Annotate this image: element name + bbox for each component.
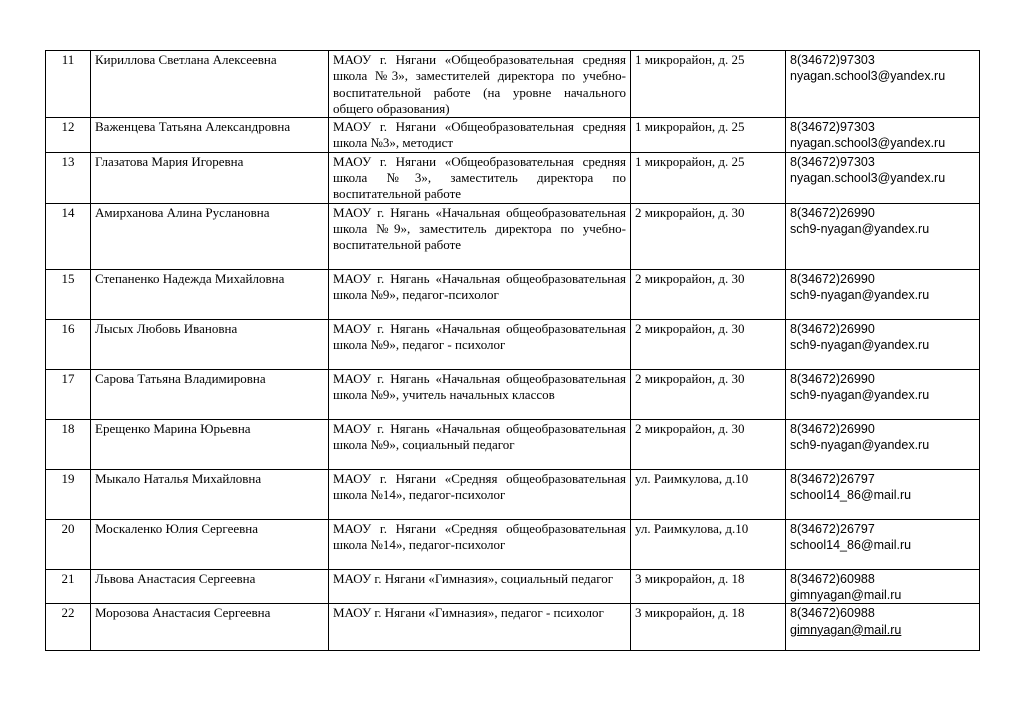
table-row xyxy=(46,419,980,469)
address: 2 микрорайон, д. 30 xyxy=(631,319,786,369)
email[interactable]: school14_86@mail.ru xyxy=(790,487,912,502)
email[interactable]: sch9-nyagan@yandex.ru xyxy=(790,221,930,236)
row-number: 16 xyxy=(46,319,91,369)
table-row xyxy=(46,319,980,369)
row-number: 18 xyxy=(46,419,91,469)
contacts-table xyxy=(45,50,980,651)
phone: 8(34672)26797 xyxy=(790,521,875,536)
contacts xyxy=(786,604,980,651)
contacts xyxy=(786,369,980,419)
phone: 8(34672)26990 xyxy=(790,271,875,286)
table-row xyxy=(46,569,980,604)
table-row xyxy=(46,604,980,651)
table-row xyxy=(46,519,980,569)
contacts xyxy=(786,569,980,604)
address: 3 микрорайон, д. 18 xyxy=(631,604,786,651)
person-name: Мыкало Наталья Михайловна xyxy=(91,469,329,519)
phone: 8(34672)26990 xyxy=(790,421,875,436)
person-name: Лысых Любовь Ивановна xyxy=(91,319,329,369)
row-number: 15 xyxy=(46,269,91,319)
contacts xyxy=(786,269,980,319)
organization-position: МАОУ г. Нягани «Общеобразовательная средняя школа №3», методист xyxy=(329,118,631,153)
person-name: Морозова Анастасия Сергеевна xyxy=(91,604,329,651)
phone: 8(34672)60988 xyxy=(790,571,875,586)
email[interactable]: gimnyagan@mail.ru xyxy=(790,587,902,602)
table-row xyxy=(46,269,980,319)
address: ул. Раимкулова, д.10 xyxy=(631,519,786,569)
person-name: Кириллова Светлана Алексеевна xyxy=(91,51,329,118)
organization-position: МАОУ г. Нягани «Гимназия», социальный педагог xyxy=(329,569,631,604)
address: 2 микрорайон, д. 30 xyxy=(631,269,786,319)
contacts xyxy=(786,118,980,153)
contacts xyxy=(786,419,980,469)
phone: 8(34672)26797 xyxy=(790,471,875,486)
organization-position: МАОУ г. Нягань «Начальная общеобразовательная школа №9», учитель начальных классов xyxy=(329,369,631,419)
contacts xyxy=(786,203,980,269)
contacts xyxy=(786,519,980,569)
person-name: Важенцева Татьяна Александровна xyxy=(91,118,329,153)
organization-position: МАОУ г. Нягань «Начальная общеобразовательная школа №9», социальный педагог xyxy=(329,419,631,469)
organization-position: МАОУ г. Нягани «Средняя общеобразовательная школа №14», педагог-психолог xyxy=(329,469,631,519)
person-name: Сарова Татьяна Владимировна xyxy=(91,369,329,419)
person-name: Глазатова Мария Игоревна xyxy=(91,152,329,203)
row-number: 12 xyxy=(46,118,91,153)
table-row xyxy=(46,118,980,153)
contacts xyxy=(786,469,980,519)
email[interactable]: sch9-nyagan@yandex.ru xyxy=(790,437,930,452)
table-row xyxy=(46,469,980,519)
table-row xyxy=(46,51,980,118)
phone: 8(34672)97303 xyxy=(790,154,875,169)
row-number: 21 xyxy=(46,569,91,604)
row-number: 19 xyxy=(46,469,91,519)
person-name: Львова Анастасия Сергеевна xyxy=(91,569,329,604)
address: 1 микрорайон, д. 25 xyxy=(631,51,786,118)
person-name: Москаленко Юлия Сергеевна xyxy=(91,519,329,569)
address: ул. Раимкулова, д.10 xyxy=(631,469,786,519)
person-name: Ерещенко Марина Юрьевна xyxy=(91,419,329,469)
organization-position: МАОУ г. Нягань «Начальная общеобразовательная школа №9», заместитель директора по учебно-воспитательной работе xyxy=(329,203,631,269)
person-name: Степаненко Надежда Михайловна xyxy=(91,269,329,319)
email[interactable]: nyagan.school3@yandex.ru xyxy=(790,136,946,151)
table-row xyxy=(46,203,980,269)
email[interactable]: gimnyagan@mail.ru xyxy=(790,622,902,637)
email[interactable]: sch9-nyagan@yandex.ru xyxy=(790,337,930,352)
phone: 8(34672)26990 xyxy=(790,205,875,220)
organization-position: МАОУ г. Нягани «Средняя общеобразовательная школа №14», педагог-психолог xyxy=(329,519,631,569)
organization-position: МАОУ г. Нягань «Начальная общеобразовательная школа №9», педагог-психолог xyxy=(329,269,631,319)
email[interactable]: sch9-nyagan@yandex.ru xyxy=(790,287,930,302)
organization-position: МАОУ г. Нягани «Гимназия», педагог - психолог xyxy=(329,604,631,651)
person-name: Амирханова Алина Руслановна xyxy=(91,203,329,269)
email[interactable]: nyagan.school3@yandex.ru xyxy=(790,69,946,84)
address: 3 микрорайон, д. 18 xyxy=(631,569,786,604)
address: 1 микрорайон, д. 25 xyxy=(631,152,786,203)
phone: 8(34672)26990 xyxy=(790,321,875,336)
phone: 8(34672)97303 xyxy=(790,53,875,67)
row-number: 20 xyxy=(46,519,91,569)
row-number: 11 xyxy=(46,51,91,118)
phone: 8(34672)26990 xyxy=(790,371,875,386)
address: 1 микрорайон, д. 25 xyxy=(631,118,786,153)
contacts xyxy=(786,51,980,118)
email[interactable]: sch9-nyagan@yandex.ru xyxy=(790,387,930,402)
row-number: 17 xyxy=(46,369,91,419)
organization-position: МАОУ г. Нягани «Общеобразовательная средняя школа №3», заместитель директора по воспитательной работе xyxy=(329,152,631,203)
phone: 8(34672)97303 xyxy=(790,120,875,135)
organization-position: МАОУ г. Нягань «Начальная общеобразовательная школа №9», педагог - психолог xyxy=(329,319,631,369)
contacts xyxy=(786,319,980,369)
table-row xyxy=(46,369,980,419)
email[interactable]: school14_86@mail.ru xyxy=(790,537,912,552)
address: 2 микрорайон, д. 30 xyxy=(631,203,786,269)
row-number: 14 xyxy=(46,203,91,269)
phone: 8(34672)60988 xyxy=(790,606,875,621)
email[interactable]: nyagan.school3@yandex.ru xyxy=(790,171,946,186)
table-row xyxy=(46,152,980,203)
row-number: 22 xyxy=(46,604,91,651)
row-number: 13 xyxy=(46,152,91,203)
organization-position: МАОУ г. Нягани «Общеобразовательная средняя школа №3», заместителей директора по учебно-воспитательной работе (на уровне начального общего образования) xyxy=(329,51,631,118)
contacts xyxy=(786,152,980,203)
address: 2 микрорайон, д. 30 xyxy=(631,369,786,419)
address: 2 микрорайон, д. 30 xyxy=(631,419,786,469)
